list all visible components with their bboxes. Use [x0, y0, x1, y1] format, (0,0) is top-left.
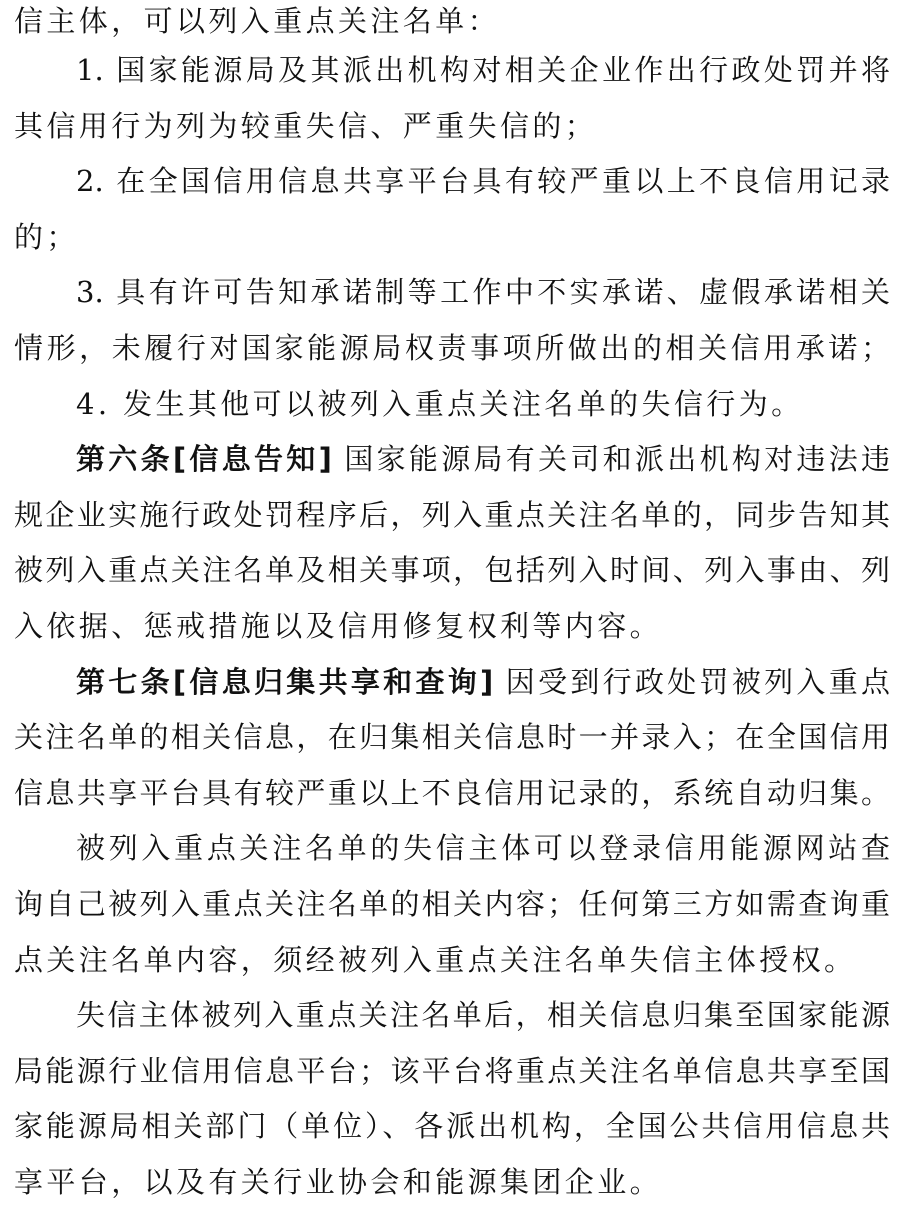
text-line: 家能源局相关部门（单位）、各派出机构，全国公共信用信息共: [14, 1109, 890, 1144]
text-line: 的；: [14, 219, 79, 254]
list-item-3: 3. 具有许可告知承诺制等工作中不实承诺、虚假承诺相关: [76, 275, 890, 310]
document-body: [14, 0, 890, 1210]
text-line: 其信用行为列为较重失信、严重失信的；: [14, 108, 598, 143]
text-line: 局能源行业信用信息平台；该平台将重点关注名单信息共享至国: [14, 1053, 890, 1088]
text-line: 信息共享平台具有较严重以上不良信用记录的，系统自动归集。: [14, 775, 890, 810]
list-item-4: 4. 发生其他可以被列入重点关注名单的失信行为。: [76, 386, 804, 421]
text-line: 关注名单的相关信息，在归集相关信息时一并录入；在全国信用: [14, 720, 890, 755]
article-6-paragraph: [14, 432, 890, 488]
text-line: 情形，未履行对国家能源局权责事项所做出的相关信用承诺；: [14, 330, 890, 365]
text-line: 被列入重点关注名单及相关事项，包括列入时间、列入事由、列: [14, 553, 890, 588]
text-line: 点关注名单内容，须经被列入重点关注名单失信主体授权。: [14, 942, 857, 977]
text-line: 入依据、惩戒措施以及信用修复权利等内容。: [14, 608, 663, 643]
article-7-heading: 第七条[信息归集共享和查询]: [76, 664, 494, 699]
text-line: 询自己被列入重点关注名单的相关内容；任何第三方如需查询重: [14, 886, 890, 921]
article-6-heading: 第六条[信息告知]: [76, 442, 332, 477]
text-line: 被列入重点关注名单的失信主体可以登录信用能源网站查: [76, 831, 890, 866]
text-line: 国家能源局有关司和派出机构对违法违: [344, 442, 890, 477]
list-item-2: 2. 在全国信用信息共享平台具有较严重以上不良信用记录: [76, 164, 890, 199]
article-7-paragraph: [14, 655, 890, 711]
list-item-1: 1. 国家能源局及其派出机构对相关企业作出行政处罚并将: [76, 53, 890, 87]
text-line: 因受到行政处罚被列入重点: [505, 664, 890, 699]
text-line: 失信主体被列入重点关注名单后，相关信息归集至国家能源: [76, 998, 890, 1033]
text-line: 信主体，可以列入重点关注名单：: [14, 4, 501, 38]
text-line: 规企业实施行政处罚程序后，列入重点关注名单的，同步告知其: [14, 497, 890, 532]
text-line: 享平台，以及有关行业协会和能源集团企业。: [14, 1164, 663, 1199]
